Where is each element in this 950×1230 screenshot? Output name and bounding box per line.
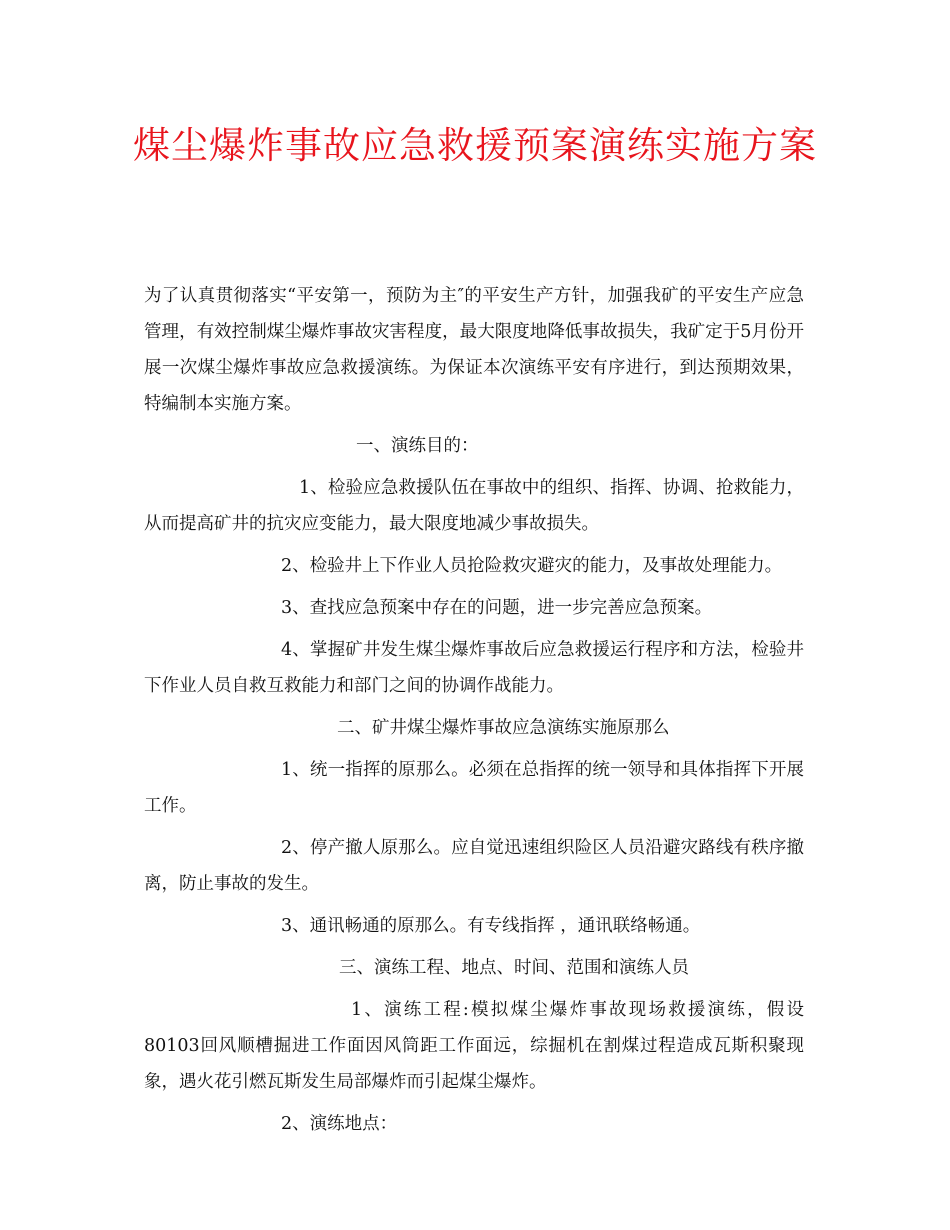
list-item: 3、查找应急预案中存在的问题，进一步完善应急预案。 xyxy=(281,598,713,618)
list-item: 2、检验井上下作业人员抢险救灾避灾的能力，及事故处理能力。 xyxy=(281,556,783,576)
list-item: 3、通讯畅通的原那么。有专线指挥 ，通讯联络畅通。 xyxy=(281,916,701,936)
section-heading-principles: 二、矿井煤尘爆炸事故应急演练实施原那么 xyxy=(337,718,670,738)
document-body xyxy=(144,278,804,1148)
list-item: 1、演练工程:模拟煤尘爆炸事故现场救援演练，假设80103回风顺槽掘进工作面因风筒距工作面远，综掘机在割煤过程造成瓦斯积聚现象，遇火花引燃瓦斯发生局部爆炸而引起煤尘爆炸。 xyxy=(144,1000,804,1092)
section-heading-drill-items: 三、演练工程、地点、时间、范围和演练人员 xyxy=(339,958,689,978)
document-title: 煤尘爆炸事故应急救援预案演练实施方案 xyxy=(133,124,817,167)
list-item: 2、演练地点： xyxy=(281,1114,398,1134)
section-heading-purpose: 一、演练目的： xyxy=(356,436,479,456)
list-item: 4、掌握矿井发生煤尘爆炸事故后应急救援运行程序和方法，检验井下作业人员自救互救能力和部门之间的协调作战能力。 xyxy=(144,640,804,696)
list-item: 2、停产撤人原那么。应自觉迅速组织险区人员沿避灾路线有秩序撤离，防止事故的发生。 xyxy=(144,838,804,894)
list-item: 1、检验应急救援队伍在事故中的组织、指挥、协调、抢救能力，从而提高矿井的抗灾应变能力，最大限度地减少事故损失。 xyxy=(144,478,804,534)
intro-paragraph: 为了认真贯彻落实“平安第一，预防为主″的平安生产方针，加强我矿的平安生产应急管理，有效控制煤尘爆炸事故灾害程度，最大限度地降低事故损失，我矿定于5月份开展一次煤尘爆炸事故应急救援演练。为保证本次演练平安有序进行，到达预期效果，特编制本实施方案。 xyxy=(144,286,804,414)
list-item: 1、统一指挥的原那么。必须在总指挥的统一领导和具体指挥下开展工作。 xyxy=(144,760,804,816)
